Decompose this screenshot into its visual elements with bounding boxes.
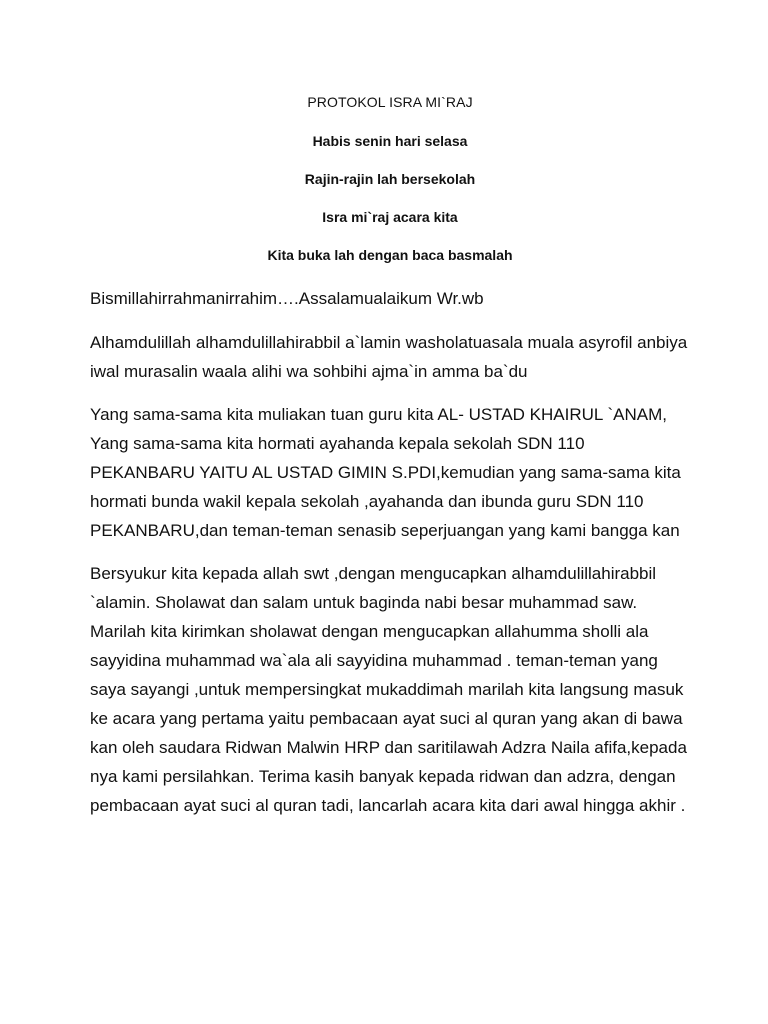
verse-line-3: Isra mi`raj acara kita [322,209,458,225]
verse-line-4: Kita buka lah dengan baca basmalah [267,247,513,263]
document-page [90,94,690,834]
document-title: PROTOKOL ISRA MI`RAJ [307,94,473,110]
opening-greeting: Bismillahirrahmanirrahim….Assalamualaikum Wr.wb [90,289,484,308]
verse-line-1: Habis senin hari selasa [312,133,468,149]
paragraph-honored-guests: Yang sama-sama kita muliakan tuan guru kita AL- USTAD KHAIRUL `ANAM, Yang sama-sama kita hormati ayahanda kepala sekolah SDN 110 PEKANBARU YAITU AL USTAD GIMIN S.PDI,kemudian yang sama-sama kita hormati bunda wakil kepala sekolah ,ayahanda dan ibunda guru SDN 110 PEKANBARU,dan teman-teman senasib seperjuangan yang kami bangga kan [90,405,681,540]
verse-line-2: Rajin-rajin lah bersekolah [304,171,476,187]
paragraph-gratitude-and-program: Bersyukur kita kepada allah swt ,dengan mengucapkan alhamdulillahirabbil `alamin. Sholawat dan salam untuk baginda nabi besar muhammad saw. Marilah kita kirimkan sholawat dengan mengucapkan allahumma sholli ala sayyidina muhammad wa`ala ali sayyidina muhammad . teman-teman yang saya sayangi ,untuk mempersingkat mukaddimah marilah kita langsung masuk ke acara yang pertama yaitu pembacaan ayat suci al quran yang akan di bawa kan oleh saudara Ridwan Malwin HRP dan saritilawah Adzra Naila afifa,kepada nya kami persilahkan. Terima kasih banyak kepada ridwan dan adzra, dengan pembacaan ayat suci al quran tadi, lancarlah acara kita dari awal hingga akhir . [90,564,687,815]
paragraph-opening-praise: Alhamdulillah alhamdulillahirabbil a`lamin washolatuasala muala asyrofil anbiya iwal murasalin waala alihi wa sohbihi ajma`in amma ba`du [90,333,688,381]
